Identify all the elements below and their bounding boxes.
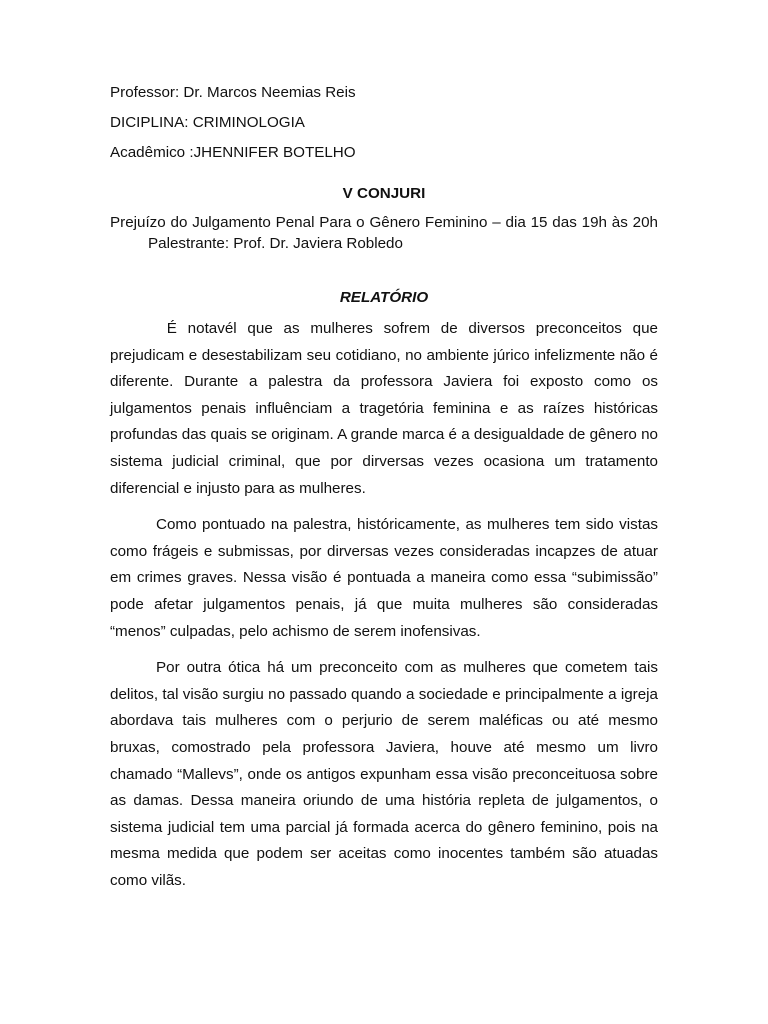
professor-line: Professor: Dr. Marcos Neemias Reis — [110, 84, 356, 101]
report-title: RELATÓRIO — [339, 289, 429, 306]
event-title: V CONJURI — [342, 185, 426, 202]
report-paragraph-text: Por outra ótica há um preconceito com as mulheres que cometem tais delitos, tal visão surgiu no passado quando a sociedade e principalmente a igreja abordava tais mulheres com o perjurio de serem maléficas ou até mesmo bruxas, comostrado pela professora Javiera, houve até mesmo um livro chamado “Mallevs”, onde os antigos expunham essa visão preconceituosa sobre as damas. Dessa maneira oriundo de uma história repleta de julgamentos, o sistema judicial tem uma parcial já formada acerca do gênero feminino, pois na mesma medida que podem ser aceitas como inocentes também são atuadas como vilãs. — [110, 659, 658, 889]
document-page — [110, 83, 658, 904]
report-paragraph-2 — [110, 512, 658, 645]
report-paragraph-1 — [110, 316, 658, 502]
event-speaker: Palestrante: Prof. Dr. Javiera Robledo — [148, 235, 403, 252]
report-paragraph-3 — [110, 655, 658, 894]
report-paragraph-text: É notavél que as mulheres sofrem de diversos preconceitos que prejudicam e desestabilizam seu cotidiano, no ambiente júrico infelizmente não é diferente. Durante a palestra da professora Javiera foi exposto como os julgamentos penais influênciam a tragetória feminina e as raízes históricas profundas das quais se originam. A grande marca é a desigualdade de gênero no sistema judicial criminal, que por dirversas vezes ocasiona um tratamento diferencial e injusto para as mulheres. — [110, 320, 658, 497]
report-paragraph-text: Como pontuado na palestra, históricamente, as mulheres tem sido vistas como frágeis e submissas, por dirversas vezes consideradas incapzes de atuar em crimes graves. Nessa visão é pontuada a maneira como essa “subimissão” pode afetar julgamentos penais, já que muita mulheres são consideradas “menos” culpadas, pelo achismo de serem inofensivas. — [110, 516, 658, 640]
discipline-line: DICIPLINA: CRIMINOLOGIA — [110, 114, 305, 131]
event-description — [110, 212, 658, 254]
event-description-text: Prejuízo do Julgamento Penal Para o Gênero Feminino – dia 15 das 19h às 20h — [110, 214, 658, 231]
student-line: Acadêmico :JHENNIFER BOTELHO — [110, 144, 356, 161]
